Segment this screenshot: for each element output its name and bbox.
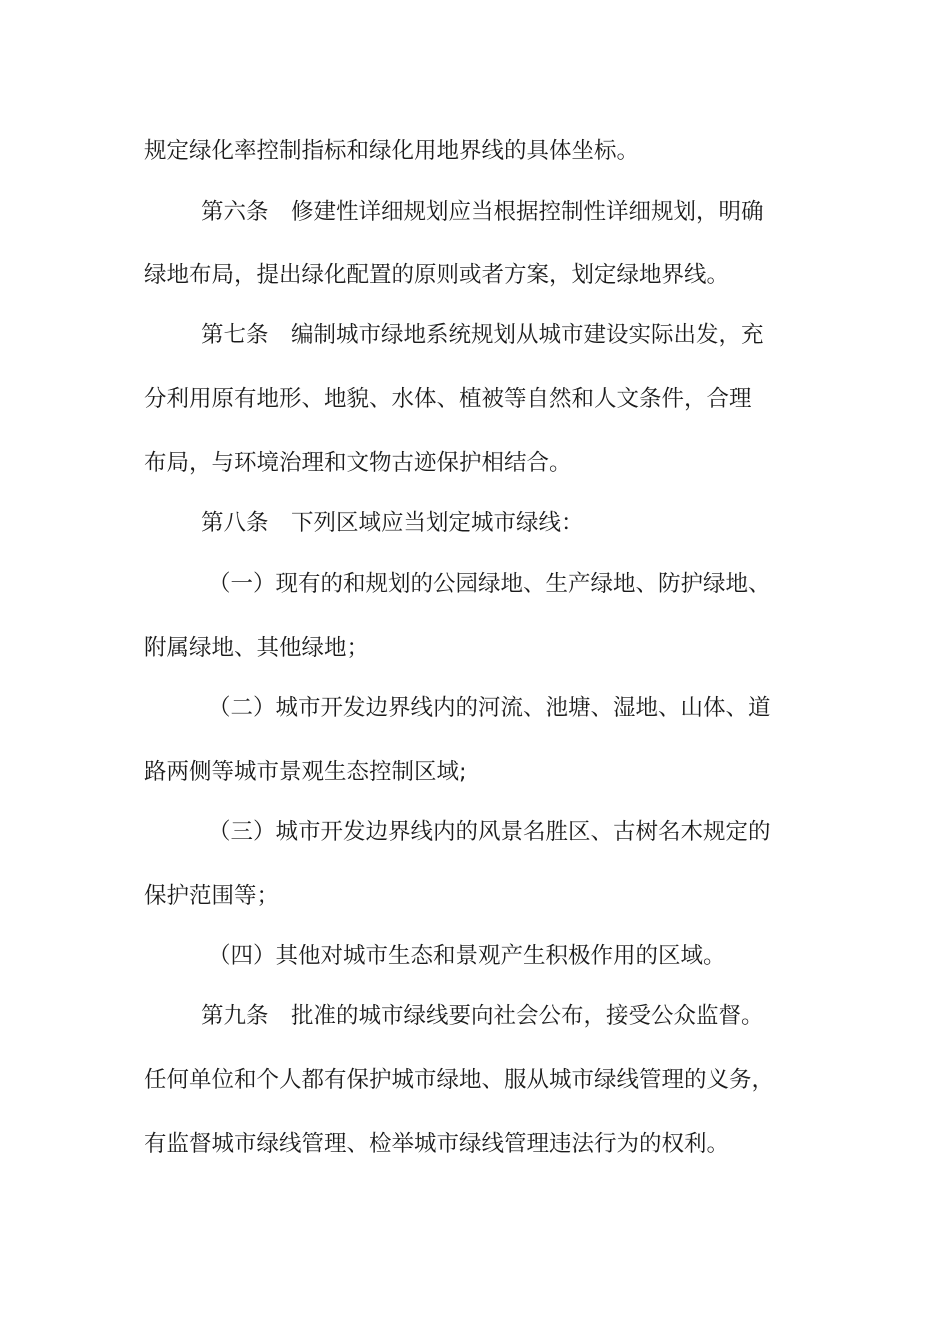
paragraph-line: 路两侧等城市景观生态控制区域;: [144, 759, 467, 785]
paragraph-line: 布局，与环境治理和文物古迹保护相结合。: [144, 450, 572, 476]
paragraph-line: 规定绿化率控制指标和绿化用地界线的具体坐标。: [144, 138, 640, 164]
paragraph-line: 绿地布局，提出绿化配置的原则或者方案，划定绿地界线。: [144, 262, 730, 288]
paragraph-line: 分利用原有地形、地貌、水体、植被等自然和人文条件，合理: [144, 386, 752, 412]
list-item-4-line: （四）其他对城市生态和景观产生积极作用的区域。: [208, 943, 726, 969]
paragraph-line: 保护范围等；: [144, 883, 280, 909]
article-9-heading-line: 第九条 批准的城市绿线要向社会公布，接受公众监督。: [201, 1003, 764, 1029]
paragraph-line: 附属绿地、其他绿地；: [144, 635, 370, 661]
list-item-2-line: （二）城市开发边界线内的河流、池塘、湿地、山体、道: [208, 695, 771, 721]
paragraph-line: 有监督城市绿线管理、检举城市绿线管理违法行为的权利。: [144, 1131, 730, 1157]
article-7-heading-line: 第七条 编制城市绿地系统规划从城市建设实际出发，充: [201, 322, 764, 348]
article-6-heading-line: 第六条 修建性详细规划应当根据控制性详细规划，明确: [201, 199, 764, 225]
list-item-1-line: （一）现有的和规划的公园绿地、生产绿地、防护绿地、: [208, 571, 771, 597]
paragraph-line: 任何单位和个人都有保护城市绿地、服从城市绿线管理的义务，: [144, 1067, 775, 1093]
list-item-3-line: （三）城市开发边界线内的风景名胜区、古树名木规定的: [208, 819, 771, 845]
article-8-heading-line: 第八条 下列区域应当划定城市绿线：: [201, 510, 584, 536]
